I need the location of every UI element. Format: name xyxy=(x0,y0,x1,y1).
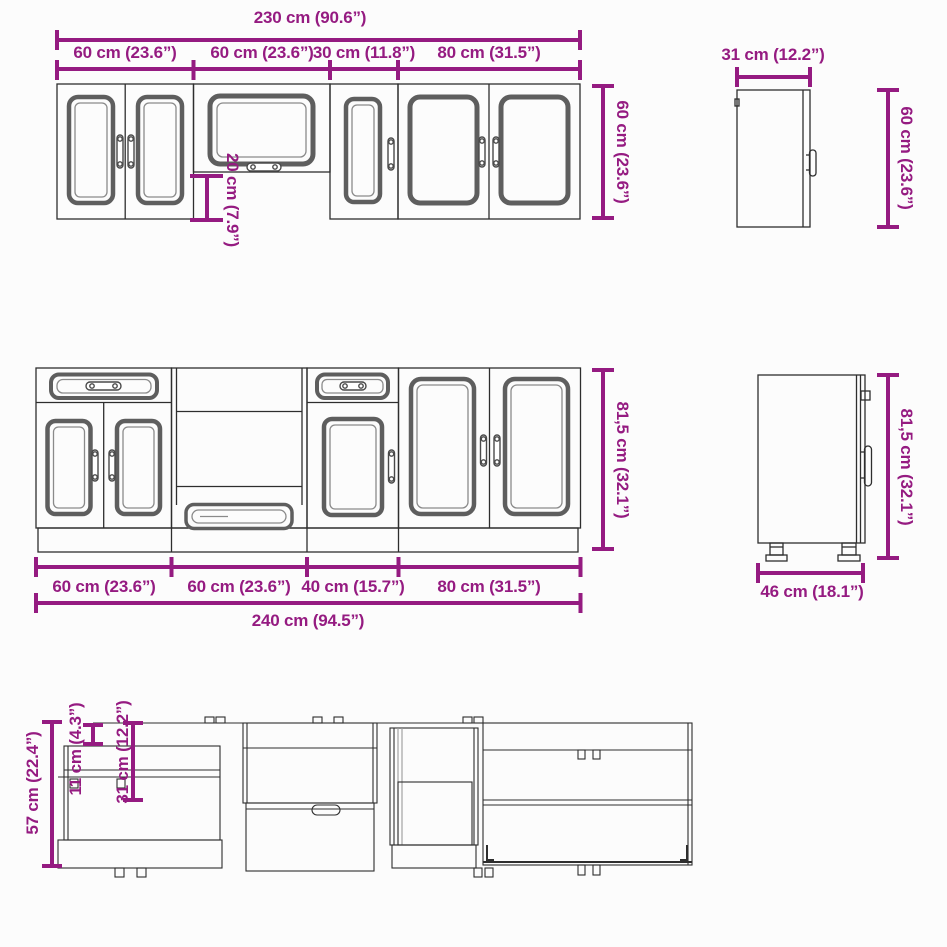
dim-label-plan-total-depth: 57 cm (22.4”) xyxy=(23,731,42,835)
dim-label-plan-wall-depth: 31 cm (12.2”) xyxy=(113,700,132,804)
dim-label-wall-height: 60 cm (23.6”) xyxy=(613,100,632,204)
dim-label-base-segment-3: 40 cm (15.7”) xyxy=(301,577,405,596)
dim-label-wall-segment-4: 80 cm (31.5”) xyxy=(437,43,541,62)
dim-label-base-segment-2: 60 cm (23.6”) xyxy=(187,577,291,596)
dim-label-base-side-depth: 46 cm (18.1”) xyxy=(760,582,864,601)
dim-label-wall-segment-3: 30 cm (11.8”) xyxy=(312,43,416,62)
dim-label-wall-total-width: 230 cm (90.6”) xyxy=(253,8,367,27)
dim-label-plan-upper-offset: 11 cm (4.3”) xyxy=(66,702,85,796)
dim-label-wall-segment-1: 60 cm (23.6”) xyxy=(73,43,177,62)
dim-label-base-side-height: 81,5 cm (32.1”) xyxy=(897,408,916,526)
dim-label-wall-side-depth: 31 cm (12.2”) xyxy=(721,45,825,64)
dim-label-base-total-width: 240 cm (94.5”) xyxy=(251,611,365,630)
dim-label-wall-segment-2: 60 cm (23.6”) xyxy=(210,43,314,62)
dim-label-base-segment-1: 60 cm (23.6”) xyxy=(52,577,156,596)
dim-label-wall-hood-gap: 20 cm (7.9”) xyxy=(223,153,242,247)
dim-label-wall-side-height: 60 cm (23.6”) xyxy=(897,106,916,210)
wall-cabinet-side xyxy=(735,90,816,227)
dim-label-base-segment-4: 80 cm (31.5”) xyxy=(437,577,541,596)
plan-view xyxy=(58,717,692,877)
base-cabinet-side xyxy=(758,375,872,561)
wall-handles xyxy=(117,135,499,171)
dimension-lines xyxy=(34,30,899,868)
dim-label-base-height: 81,5 cm (32.1”) xyxy=(613,401,632,519)
